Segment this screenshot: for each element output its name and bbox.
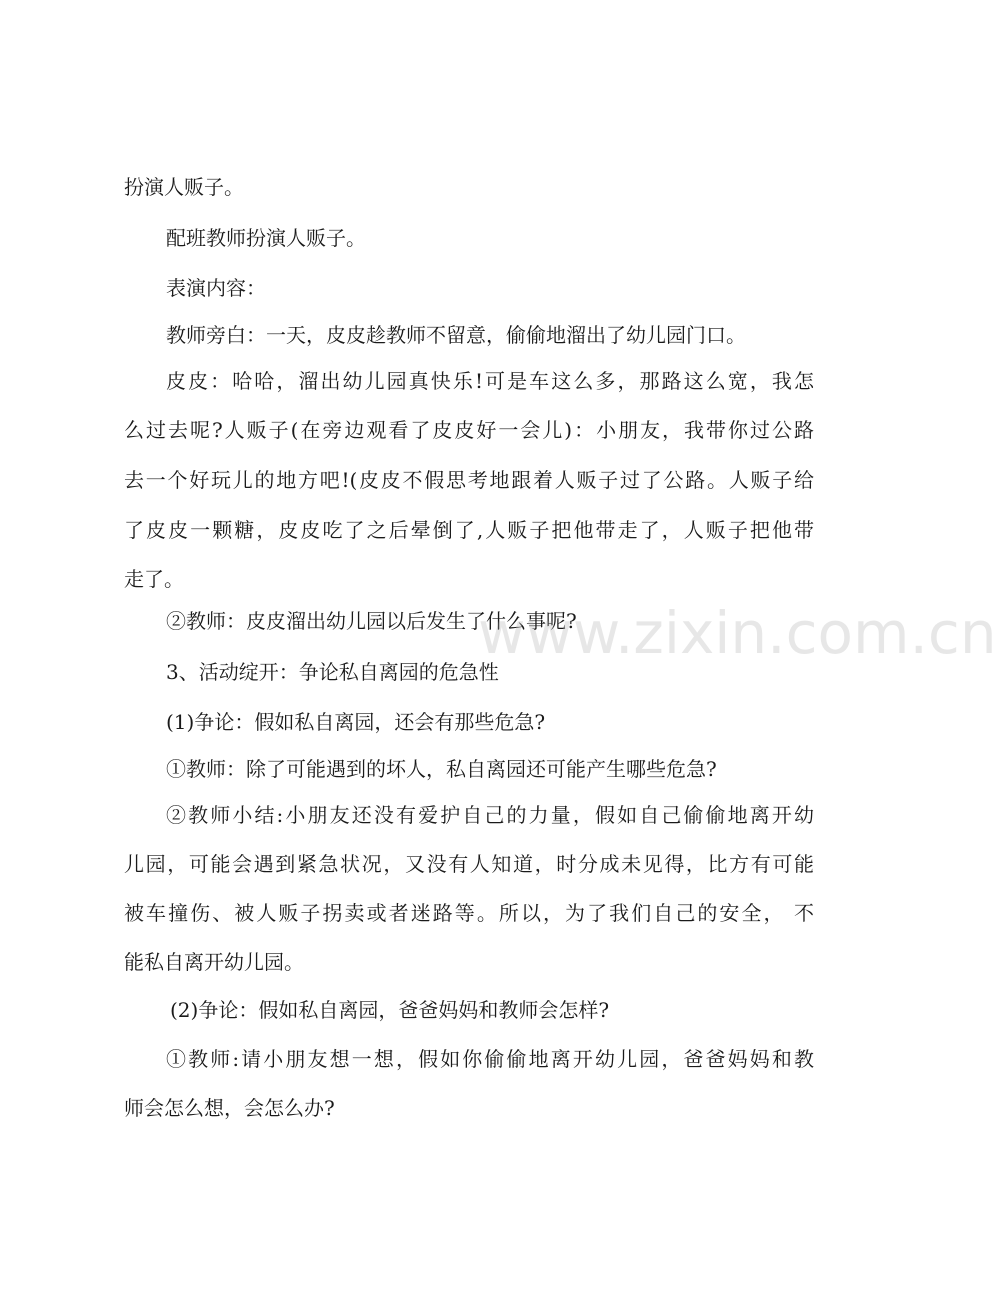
paragraph-line: (2)争论：假如私自离园，爸爸妈妈和教师会怎样? [170, 998, 610, 1022]
paragraph-line: 师会怎么想，会怎么办? [124, 1096, 335, 1120]
paragraph-line: 皮皮：哈哈，溜出幼儿园真快乐!可是车这么多，那路这么宽，我怎 [166, 369, 814, 393]
watermark: www.zixin.com.cn [478, 599, 997, 667]
paragraph-line: 表演内容： [166, 276, 266, 300]
paragraph-line: 了皮皮一颗糖，皮皮吃了之后晕倒了,人贩子把他带走了，人贩子把他带 [124, 518, 814, 542]
paragraph-line: ②教师小结:小朋友还没有爱护自己的力量，假如自己偷偷地离开幼 [166, 803, 814, 827]
paragraph-line: 么过去呢?人贩子(在旁边观看了皮皮好一会儿)：小朋友，我带你过公路 [124, 418, 814, 442]
paragraph-line: 配班教师扮演人贩子。 [166, 226, 366, 250]
paragraph-line: (1)争论：假如私自离园，还会有那些危急? [166, 710, 546, 734]
paragraph-line: 扮演人贩子。 [124, 175, 244, 199]
paragraph-line: 儿园，可能会遇到紧急状况，又没有人知道，时分成未见得，比方有可能 [124, 852, 814, 876]
paragraph-line: 教师旁白：一天，皮皮趁教师不留意，偷偷地溜出了幼儿园门口。 [166, 323, 746, 347]
paragraph-line: 走了。 [124, 567, 184, 591]
paragraph-line: 被车撞伤、被人贩子拐卖或者迷路等。所以，为了我们自己的安全， 不 [124, 901, 814, 925]
paragraph-line: 能私自离开幼儿园。 [124, 950, 304, 974]
paragraph-line: 去一个好玩儿的地方吧!(皮皮不假思考地跟着人贩子过了公路。人贩子给 [124, 468, 814, 492]
paragraph-line: ①教师:请小朋友想一想，假如你偷偷地离开幼儿园，爸爸妈妈和教 [166, 1047, 814, 1071]
paragraph-line: ②教师：皮皮溜出幼儿园以后发生了什么事呢? [166, 609, 577, 633]
paragraph-line: ①教师：除了可能遇到的坏人，私自离园还可能产生哪些危急? [166, 757, 717, 781]
section-heading: 3、活动绽开：争论私自离园的危急性 [166, 660, 499, 684]
